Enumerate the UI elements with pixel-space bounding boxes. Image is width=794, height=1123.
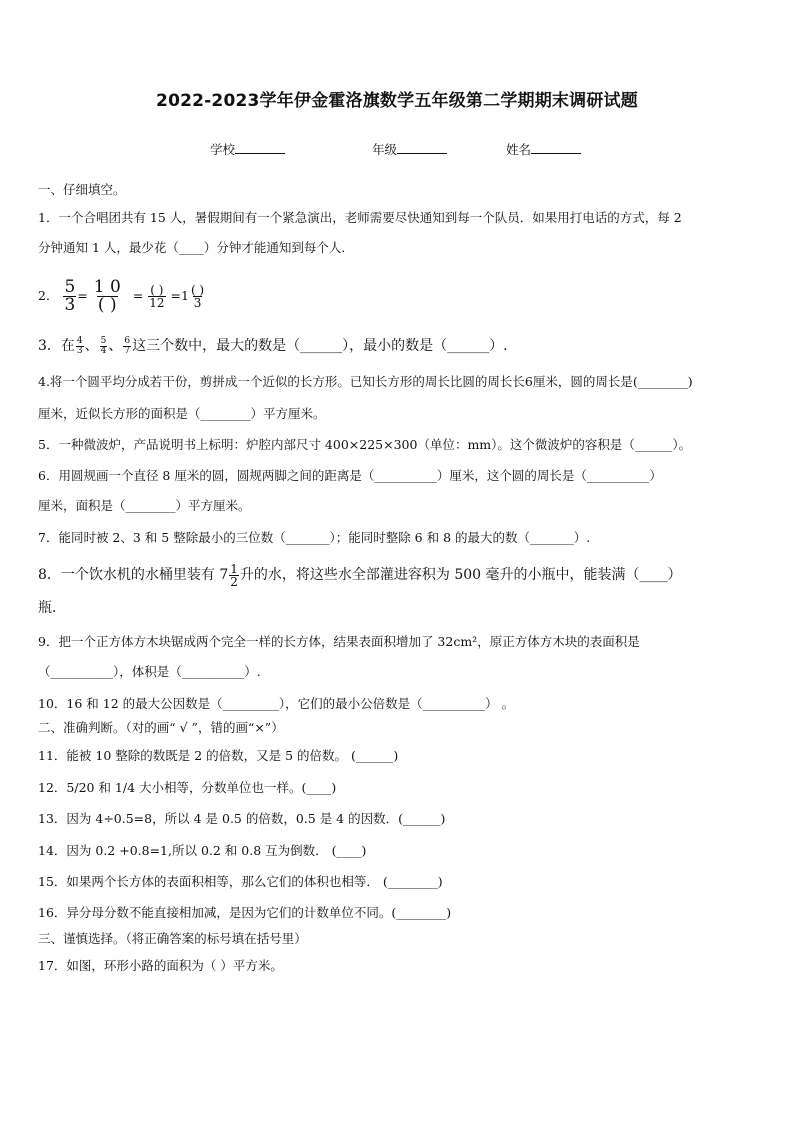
fraction-1-2: $\frac{1}{2}$: [230, 561, 238, 589]
question-15: 15．如果两个长方体的表面积相等，那么它们的体积也相等． (________): [38, 874, 443, 889]
name-blank[interactable]: [531, 141, 581, 154]
question-16: 16．异分母分数不能直接相加减，是因为它们的计数单位不同。(________): [38, 905, 452, 920]
question-7: 7．能同时被 2、3 和 5 整除最小的三位数（_______）；能同时整除 6 和 8 的最大的数（_______）.: [38, 530, 591, 545]
name-label: 姓名: [506, 142, 532, 157]
question-13: 13．因为 4÷0.5=8，所以 4 是 0.5 的倍数，0.5 是 4 的因数．(______): [38, 811, 446, 826]
fraction-4-3: $\frac{4}{3}$: [76, 335, 83, 356]
question-8-line-1: 8．一个饮水机的水桶里装有 7 $\frac{1}{2}$ 升的水，将这些水全部灌进容积为 500 毫升的小瓶中，能装满（____）: [38, 561, 682, 589]
question-5: 5．一种微波炉，产品说明书上标明：炉腔内部尺寸 400×225×300（单位：mm）。这个微波炉的容积是（______）。: [38, 437, 692, 452]
question-1-line-1: 1．一个合唱团共有 15 人，暑假期间有一个紧急演出，老师需要尽快通知到每一个队员．如果用打电话的方式，每 2: [38, 210, 682, 225]
question-17: 17．如图，环形小路的面积为（ ）平方米。: [38, 958, 283, 973]
question-4-line-1: 4.将一个圆平均分成若干份，剪拼成一个近似的长方形。已知长方形的周长比圆的周长长6厘米，圆的周长是(________): [38, 374, 693, 389]
grade-label: 年级: [372, 142, 398, 157]
fraction-10-blank[interactable]: $\frac{1 0}{( )}$: [93, 277, 121, 315]
question-11: 11．能被 10 整除的数既是 2 的倍数，又是 5 的倍数。 (______): [38, 748, 399, 763]
section-2-heading: 二、准确判断。（对的画“ √ ”，错的画“×”）: [38, 720, 284, 735]
question-3: 3．在 $\frac{4}{3}$ 、 $\frac{5}{4}$ 、 $\frac{6}{7}$ 这三个数中，最大的数是（______），最小的数是（______）.: [38, 335, 508, 356]
question-4-line-2: 厘米，近似长方形的面积是（________）平方厘米。: [38, 406, 326, 421]
grade-blank[interactable]: [397, 141, 447, 154]
name-field[interactable]: [506, 140, 581, 158]
question-2-label: 2．: [38, 288, 59, 303]
section-3-heading: 三、谨慎选择。（将正确答案的标号填在括号里）: [38, 931, 307, 946]
question-6-line-2: 厘米，面积是（________）平方厘米。: [38, 498, 251, 513]
question-8-line-2: 瓶．: [38, 600, 66, 616]
school-field[interactable]: [210, 140, 285, 158]
page-title: 2022-2023学年伊金霍洛旗数学五年级第二学期期末调研试题: [156, 91, 638, 111]
school-label: 学校: [210, 142, 236, 157]
section-1-heading: 一、仔细填空。: [38, 182, 126, 197]
fraction-blank-3[interactable]: $\frac{( )}{3}$: [190, 283, 205, 310]
question-2: 2． $\frac{5}{3}$ = $\frac{1 0}{( )}$ = $\frac{( )}{12}$ =1 $\frac{( )}{3}$: [38, 277, 205, 315]
fraction-5-4: $\frac{5}{4}$: [100, 335, 107, 356]
school-blank[interactable]: [235, 141, 285, 154]
question-6-line-1: 6．用圆规画一个直径 8 厘米的圆，圆规两脚之间的距离是（__________）厘米，这个圆的周长是（__________）: [38, 468, 662, 483]
question-9-line-2: （__________），体积是（__________）.: [38, 664, 261, 679]
grade-field[interactable]: [372, 140, 447, 158]
question-10: 10．16 和 12 的最大公因数是（_________），它们的最小公倍数是（__________） 。: [38, 696, 515, 711]
question-1-line-2: 分钟通知 1 人，最少花（____）分钟才能通知到每个人．: [38, 240, 354, 255]
question-9-line-1: 9．把一个正方体方木块锯成两个完全一样的长方体，结果表面积增加了 32cm²，原正方体方木块的表面积是: [38, 634, 640, 649]
fraction-5-3: $\frac{5}{3}$: [64, 277, 76, 315]
fraction-blank-12[interactable]: $\frac{( )}{12}$: [149, 283, 165, 310]
question-14: 14．因为 0.2 +0.8=1,所以 0.2 和 0.8 互为倒数． (____): [38, 843, 367, 858]
fraction-6-7: $\frac{6}{7}$: [124, 335, 131, 356]
question-12: 12．5/20 和 1/4 大小相等，分数单位也一样。(____): [38, 780, 337, 795]
